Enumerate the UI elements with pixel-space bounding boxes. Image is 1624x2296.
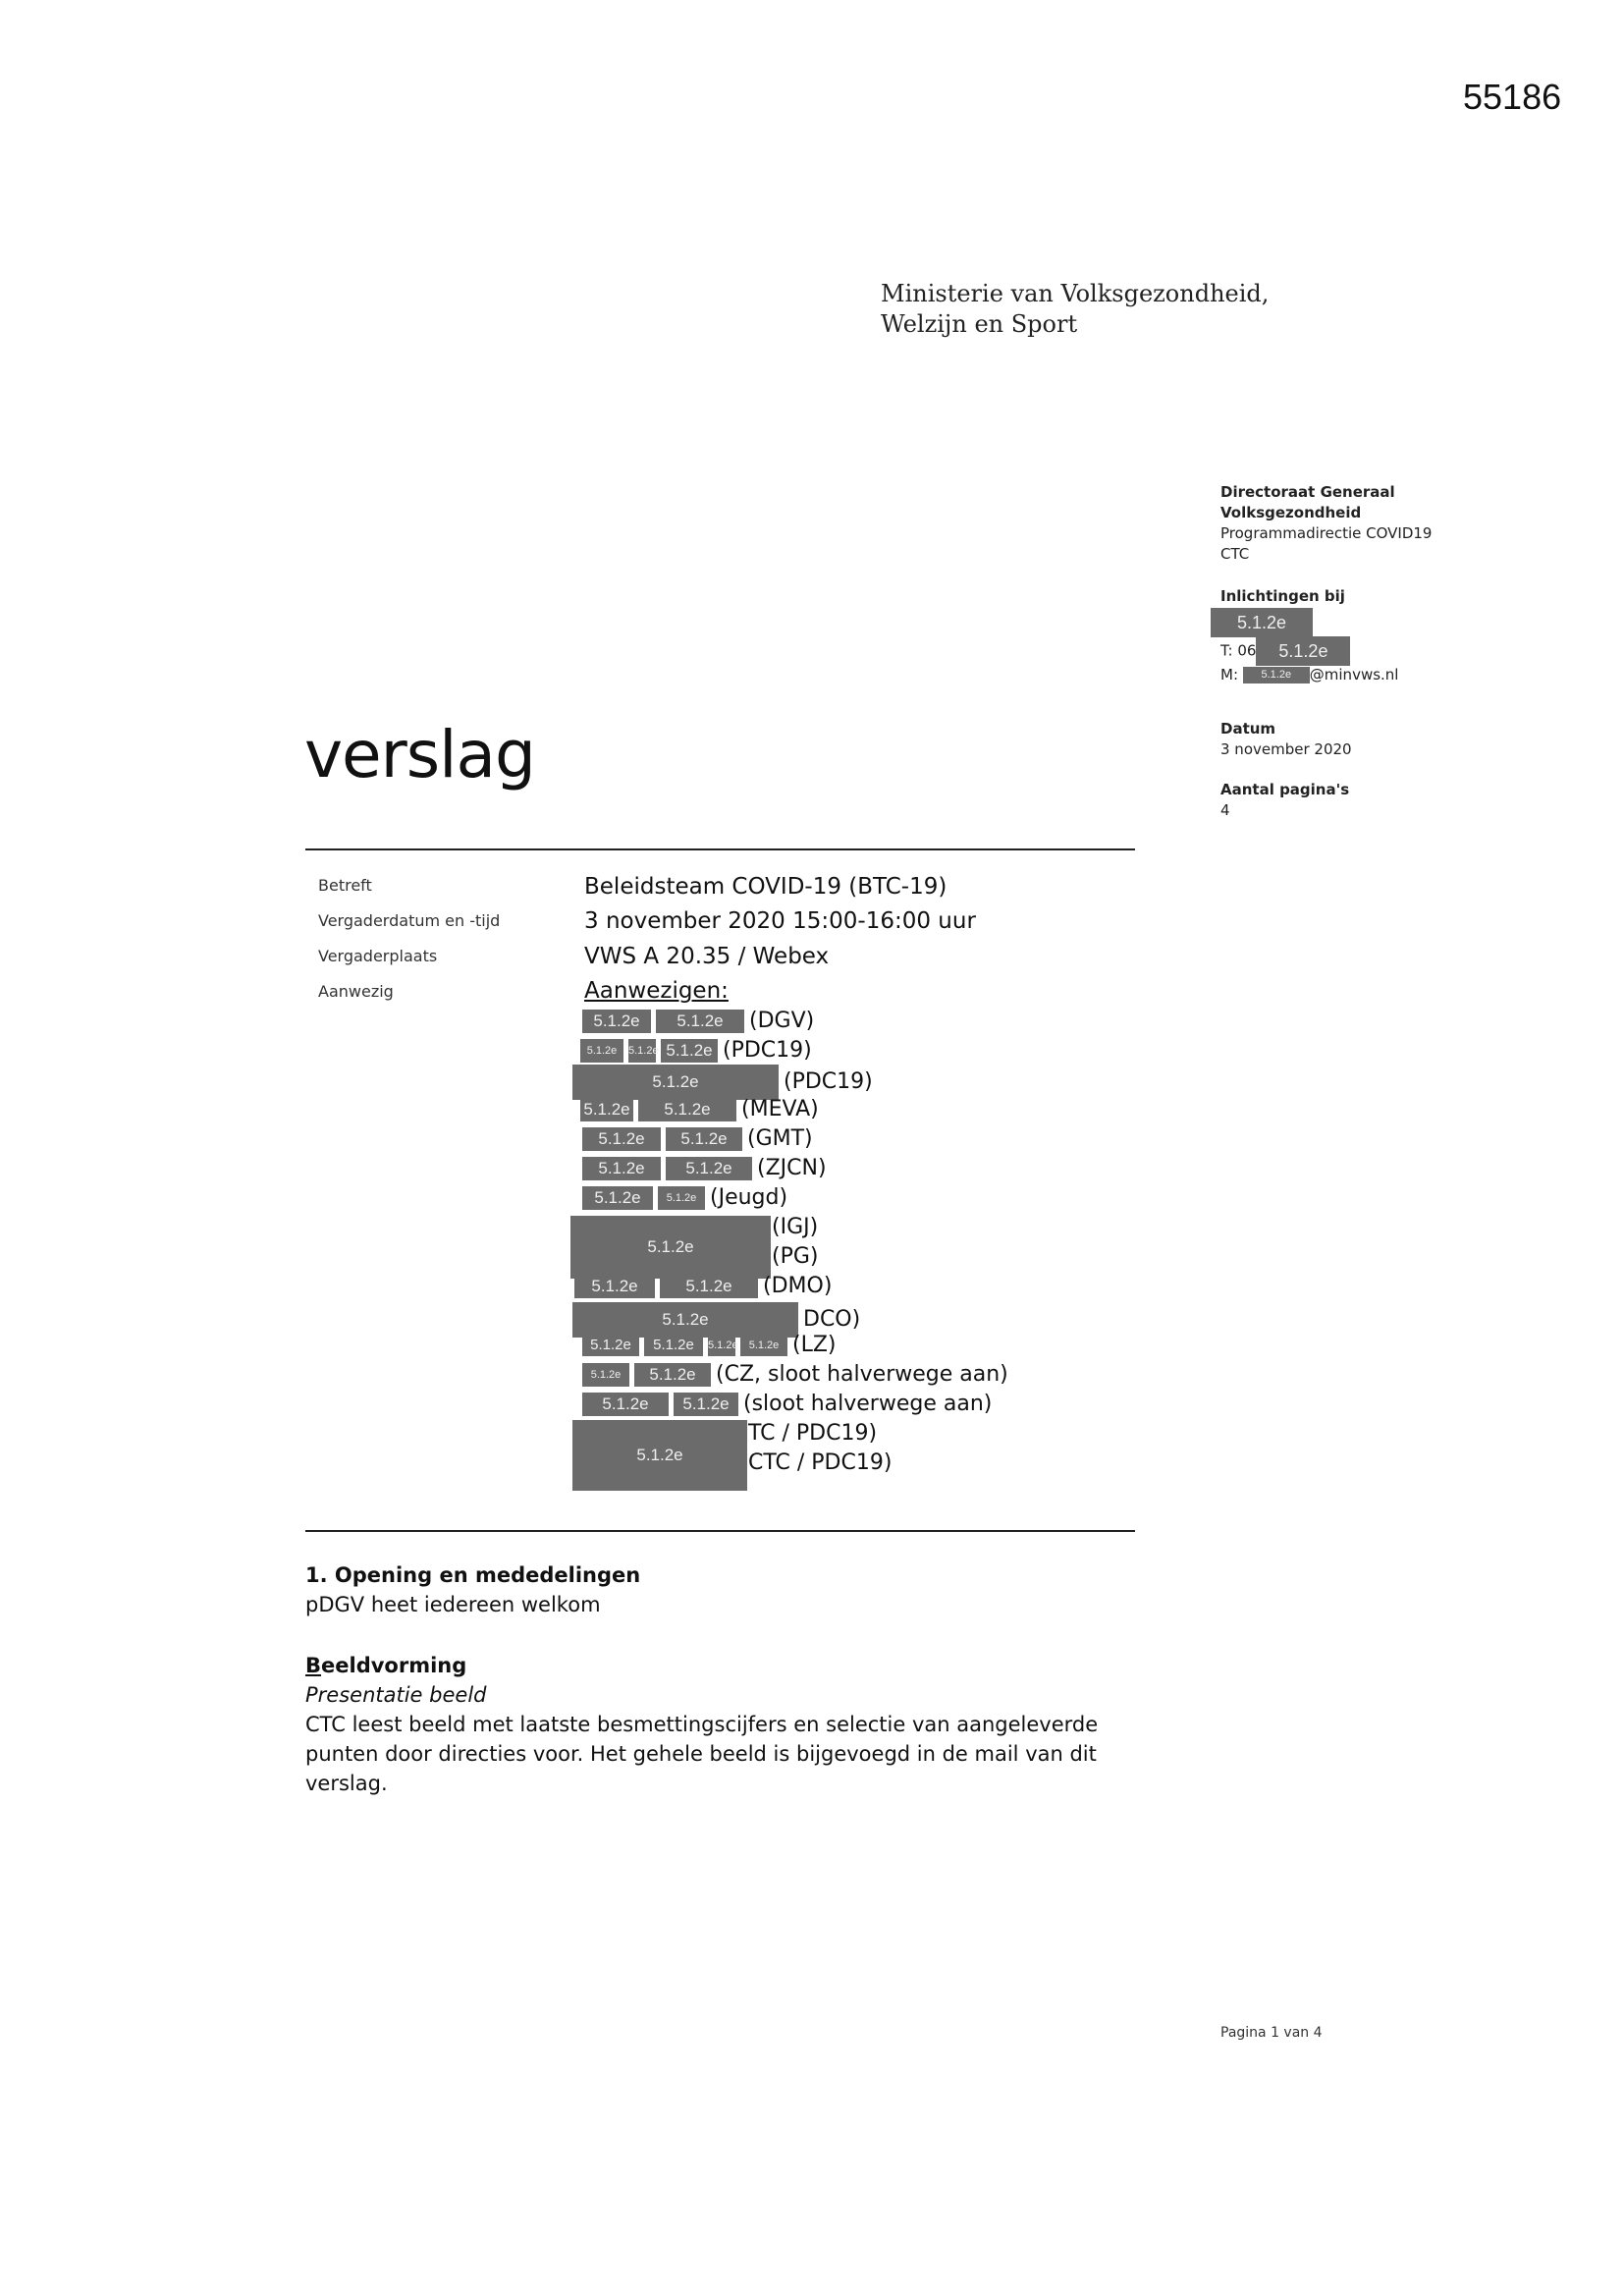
redaction-block: 5.1.2e xyxy=(634,1363,711,1387)
meta-value-plaats: VWS A 20.35 / Webex xyxy=(584,944,830,969)
meta-label-betreft: Betreft xyxy=(318,876,372,895)
redaction-block: 5.1.2e xyxy=(674,1393,738,1416)
redaction-block: 5.1.2e xyxy=(656,1010,744,1033)
attendee-affiliation: (CZ, sloot halverwege aan) xyxy=(716,1362,1008,1387)
redaction-block: 5.1.2e xyxy=(572,1420,747,1491)
redaction-block: 5.1.2e xyxy=(582,1335,639,1356)
org-line-2: Volksgezondheid xyxy=(1220,504,1362,521)
redaction-block: 5.1.2e xyxy=(740,1335,787,1356)
divider xyxy=(305,848,1135,850)
redaction-block: 5.1.2e xyxy=(570,1216,771,1279)
org-line-4: CTC xyxy=(1220,545,1250,563)
attendee-affiliation: CTC / PDC19) xyxy=(748,1450,893,1475)
redaction-block: 5.1.2e xyxy=(708,1335,735,1356)
date-label: Datum xyxy=(1220,720,1276,738)
attendee-row xyxy=(572,1065,873,1092)
org-line-1: Directoraat Generaal xyxy=(1220,483,1395,501)
meta-label-plaats: Vergaderplaats xyxy=(318,947,438,965)
redaction-block: 5.1.2e xyxy=(574,1275,655,1298)
phone-prefix: T: 06 xyxy=(1220,641,1257,660)
divider xyxy=(305,1530,1135,1532)
paragraph-line: verslag. xyxy=(305,1772,388,1795)
ministry-line-2: Welzijn en Sport xyxy=(881,310,1078,338)
redaction-block: 5.1.2e xyxy=(628,1039,656,1063)
attendee-affiliation: TC / PDC19) xyxy=(748,1421,878,1446)
meta-label-aanwezig: Aanwezig xyxy=(318,982,394,1001)
attendee-row xyxy=(572,1125,813,1153)
attendees-heading: Aanwezigen: xyxy=(584,978,729,1004)
mail-prefix: M: xyxy=(1220,666,1238,683)
attendee-row xyxy=(572,1096,819,1123)
redaction-block: 5.1.2e xyxy=(582,1010,651,1033)
document-number: 55186 xyxy=(1463,77,1562,117)
meta-label-datum: Vergaderdatum en -tijd xyxy=(318,911,501,930)
attendee-row xyxy=(572,1302,860,1330)
attendee-affiliation: (MEVA) xyxy=(741,1097,819,1121)
attendee-affiliation: (IGJ) xyxy=(772,1215,819,1239)
attendee-row xyxy=(572,1391,992,1418)
redaction-block: 5.1.2e xyxy=(580,1039,623,1063)
redaction-block: 5.1.2e xyxy=(1211,608,1313,637)
redaction-block: 5.1.2e xyxy=(1243,667,1310,683)
sidebar-colophon xyxy=(1220,482,1486,821)
redaction-block: 5.1.2e xyxy=(666,1157,752,1180)
redaction-block: 5.1.2e xyxy=(580,1098,633,1121)
meta-value-betreft: Beleidsteam COVID-19 (BTC-19) xyxy=(584,874,947,900)
redaction-block: 5.1.2e xyxy=(658,1186,705,1210)
attendee-row xyxy=(572,1037,812,1065)
attendee-row xyxy=(572,1155,827,1182)
pages-label: Aantal pagina's xyxy=(1220,781,1350,798)
attendee-affiliation: (DMO) xyxy=(763,1274,833,1298)
attendee-row xyxy=(572,1361,1008,1389)
redaction-block: 5.1.2e xyxy=(572,1302,798,1338)
attendee-affiliation: DCO) xyxy=(803,1307,861,1332)
redaction-block: 5.1.2e xyxy=(1256,636,1350,666)
attendee-affiliation: (DGV) xyxy=(749,1009,815,1033)
section-heading-beeldvorming: Beeldvorming xyxy=(305,1654,467,1677)
attendee-row xyxy=(572,1273,832,1300)
meta-value-datum: 3 november 2020 15:00-16:00 uur xyxy=(584,908,976,934)
redaction-block: 5.1.2e xyxy=(661,1039,718,1063)
attendee-row xyxy=(572,1184,787,1212)
attendee-affiliation: (PDC19) xyxy=(723,1038,812,1063)
ministry-line-1: Ministerie van Volksgezondheid, xyxy=(881,280,1270,307)
info-label: Inlichtingen bij xyxy=(1220,587,1345,605)
section-text-opening: pDGV heet iedereen welkom xyxy=(305,1593,601,1616)
paragraph-line: punten door directies voor. Het gehele beeld is bijgevoegd in de mail van dit xyxy=(305,1742,1097,1766)
attendee-affiliation: (ZJCN) xyxy=(757,1156,827,1180)
page-footer: Pagina 1 van 4 xyxy=(1220,2025,1323,2041)
attendee-affiliation: (Jeugd) xyxy=(710,1185,788,1210)
paragraph-line: CTC leest beeld met laatste besmettingscijfers en selectie van aangeleverde xyxy=(305,1713,1099,1736)
redaction-block: 5.1.2e xyxy=(660,1275,758,1298)
attendee-affiliation: (PDC19) xyxy=(784,1069,873,1094)
redaction-block: 5.1.2e xyxy=(666,1127,742,1151)
pages-value: 4 xyxy=(1220,801,1230,819)
redaction-block: 5.1.2e xyxy=(638,1098,736,1121)
org-line-3: Programmadirectie COVID19 xyxy=(1220,524,1433,542)
attendee-affiliation: (PG) xyxy=(772,1244,819,1269)
redaction-block: 5.1.2e xyxy=(572,1065,779,1100)
redaction-block: 5.1.2e xyxy=(582,1363,629,1387)
redaction-block: 5.1.2e xyxy=(644,1335,703,1356)
attendee-row xyxy=(572,1332,837,1359)
attendee-affiliation: (sloot halverwege aan) xyxy=(743,1392,993,1416)
redaction-block: 5.1.2e xyxy=(582,1186,653,1210)
redaction-block: 5.1.2e xyxy=(582,1393,669,1416)
mail-suffix: @minvws.nl xyxy=(1309,666,1399,683)
document-title: verslag xyxy=(304,717,535,793)
redaction-block: 5.1.2e xyxy=(582,1157,661,1180)
attendee-row xyxy=(572,1008,814,1035)
attendee-affiliation: (GMT) xyxy=(747,1126,813,1151)
attendee-affiliation: (LZ) xyxy=(792,1333,837,1357)
date-value: 3 november 2020 xyxy=(1220,740,1352,758)
section-heading-opening: 1. Opening en mededelingen xyxy=(305,1563,641,1587)
redaction-block: 5.1.2e xyxy=(582,1127,661,1151)
ministry-logo-text xyxy=(881,279,1269,340)
section-subheading: Presentatie beeld xyxy=(305,1683,487,1707)
